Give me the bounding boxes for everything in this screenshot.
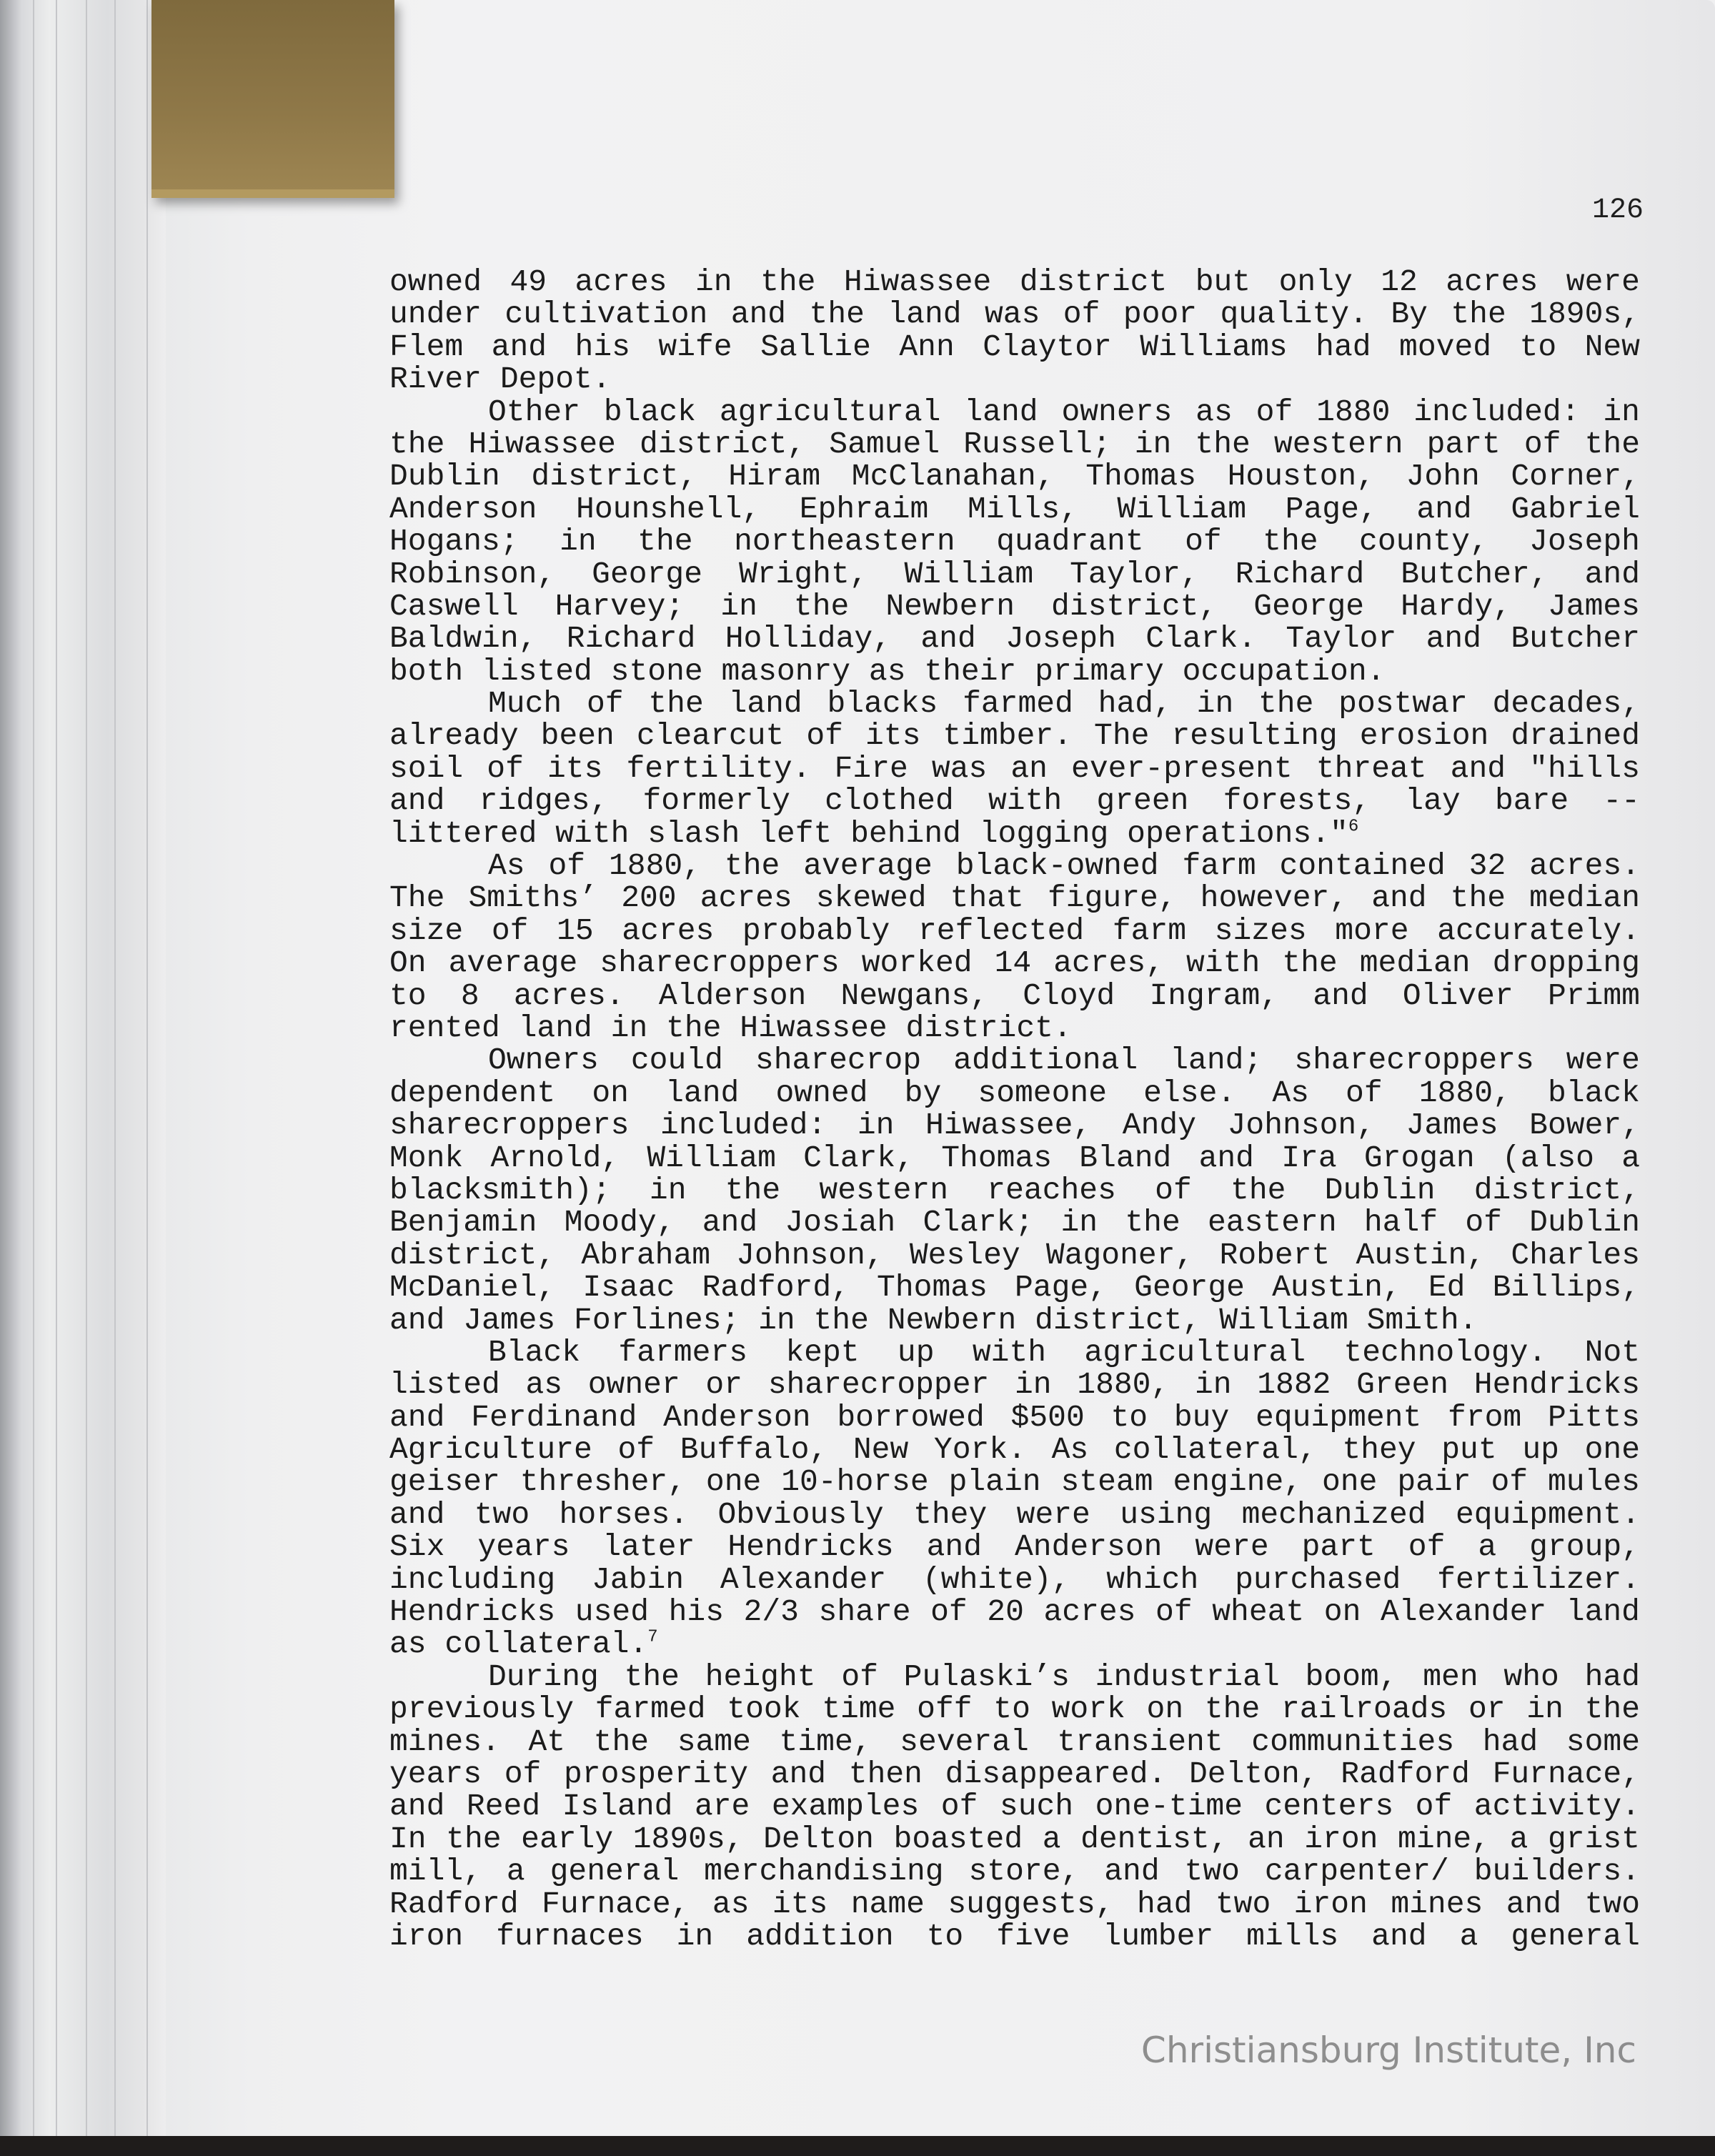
footnote-marker: 6 [1348,817,1359,837]
text-line [389,1855,1640,1887]
text-line [389,493,1640,525]
text-line [389,622,1640,655]
text-line-content: the Hiwassee district, Samuel Russell; in the western part of the [389,426,1640,462]
text-line [389,396,1640,428]
text-line-content: sharecroppers included: in Hiwassee, Andy Johnson, James Bower, [389,1108,1640,1143]
text-line [389,590,1640,622]
text-line-content: McDaniel, Isaac Radford, Thomas Page, George Austin, Ed Billips, [389,1270,1640,1306]
page-number: 126 [1591,194,1644,227]
text-line-content: Flem and his wife Sallie Ann Claytor Williams had moved to New [389,329,1640,364]
text-line-content: Black farmers kept up with agricultural technology. Not [488,1334,1640,1370]
watermark: Christiansburg Institute, Inc [1140,2030,1636,2071]
page-edge [146,0,148,2156]
text-line [389,1109,1640,1141]
text-line [389,785,1640,817]
text-line-content: mill, a general merchandising store, and two carpenter/ builders. [389,1854,1640,1889]
text-line-content: rented land in the Hiwassee district. [389,1010,1072,1045]
text-line [389,1693,1640,1725]
text-line [389,1790,1640,1822]
text-line-content: Dublin district, Hiram McClanahan, Thomas Houston, John Corner, [389,459,1640,495]
text-line-content: littered with slash left behind logging operations." [389,815,1348,851]
text-line [389,687,1640,720]
page-edge [114,0,116,2156]
text-line-content: to 8 acres. Alderson Newgans, Cloyd Ingram, and Oliver Primm [389,978,1640,1013]
text-line [389,655,1640,687]
text-line-content: As of 1880, the average black-owned farm contained 32 acres. [488,848,1640,884]
text-line-content: previously farmed took time off to work on the railroads or in the [389,1691,1640,1727]
text-line-content: both listed stone masonry as their primary occupation. [389,653,1386,689]
text-line-content: On average sharecroppers worked 14 acres, with the median dropping [389,945,1640,981]
text-line [389,1561,1640,1597]
text-line [389,331,1640,363]
text-line-content: Benjamin Moody, and Josiah Clark; in the eastern half of Dublin [389,1205,1640,1241]
text-line-content: already been clearcut of its timber. The resulting erosion drained [389,718,1640,754]
text-line [389,298,1640,330]
text-line [389,915,1640,947]
text-line-content: soil of its fertility. Fire was an ever-present threat and "hills [389,750,1640,786]
text-line-content: Anderson Hounshell, Ephraim Mills, William Page, and Gabriel [389,491,1640,527]
text-line-content: blacksmith); in the western reaches of the Dublin district, [389,1172,1640,1208]
text-line-content: and James Forlines; in the Newbern district, William Smith. [389,1302,1478,1338]
text-line-content: Agriculture of Buffalo, New York. As collateral, they put up one [389,1432,1640,1468]
text-line [389,815,1640,851]
text-line [389,363,1640,395]
text-line-content: geiser thresher, one 10-horse plain steam engine, one pair of mules [389,1464,1640,1500]
text-line [389,1531,1640,1563]
text-line-content: River Depot. [389,362,611,397]
text-line-content: During the height of Pulaski’s industrial boom, men who had [488,1659,1640,1694]
text-line-content: Baldwin, Richard Holliday, and Joseph Clark. Taylor and Butcher [389,621,1640,657]
text-line [389,1596,1640,1628]
text-line-content: listed as owner or sharecropper in 1880, in 1882 Green Hendricks [389,1367,1640,1403]
text-line-content: and two horses. Obviously they were using mechanized equipment. [389,1496,1640,1532]
text-line-content: and Ferdinand Anderson borrowed $500 to buy equipment from Pitts [389,1399,1640,1435]
text-line [389,882,1640,914]
text-line [389,1077,1640,1109]
binder-tab [151,0,394,198]
text-line [389,1661,1640,1693]
text-line [389,428,1640,460]
text-line [389,720,1640,752]
text-line [389,1628,1640,1660]
text-line [389,1823,1640,1855]
text-line [389,1401,1640,1434]
text-line [389,850,1640,882]
text-line [389,524,1640,560]
text-line-content: iron furnaces in addition to five lumber mills and a general [389,1918,1640,1954]
text-line-content: Radford Furnace, as its name suggests, had two iron mines and two [389,1886,1640,1922]
text-line-content: and Reed Island are examples of such one-time centers of activity. [389,1789,1640,1824]
text-line-content: Other black agricultural land owners as of 1880 included: in [488,394,1640,429]
text-line [389,459,1640,495]
text-line [389,1726,1640,1758]
body-text [389,266,1640,1952]
page-edge [86,0,87,2156]
text-line-content: district, Abraham Johnson, Wesley Wagoner, Robert Austin, Charles [389,1237,1640,1273]
text-line [389,1920,1640,1952]
footnote-marker: 7 [647,1628,658,1648]
text-line-content: as collateral. [389,1626,648,1662]
text-line [389,1496,1640,1532]
text-line-content: Caswell Harvey; in the Newbern district, George Hardy, James [389,588,1640,624]
text-line [389,947,1640,979]
text-line-content: Owners could sharecrop additional land; sharecroppers were [488,1043,1640,1078]
text-line [389,1758,1640,1790]
page-edge [56,0,57,2156]
page-edge [33,0,34,2156]
text-line [389,1434,1640,1466]
text-line [389,1205,1640,1241]
text-line-content: Hogans; in the northeastern quadrant of the county, Joseph [389,524,1640,560]
text-line-content: In the early 1890s, Delton boasted a dentist, an iron mine, a grist [389,1821,1640,1857]
text-line [389,1466,1640,1498]
text-line [389,980,1640,1012]
text-line [389,266,1640,298]
text-line [389,1142,1640,1174]
text-line-content: Six years later Hendricks and Anderson were part of a group, [389,1529,1640,1565]
text-line-content: mines. At the same time, several transient communities had some [389,1724,1640,1759]
text-line-content: Robinson, George Wright, William Taylor, Richard Butcher, and [389,556,1640,592]
text-line-content: Much of the land blacks farmed had, in the postwar decades, [488,686,1640,722]
text-line-content: and ridges, formerly clothed with green forests, lay bare -- [389,783,1640,819]
text-line [389,1239,1640,1271]
text-line [389,1174,1640,1206]
text-line [389,1888,1640,1920]
text-line-content: dependent on land owned by someone else. As of 1880, black [389,1075,1640,1111]
text-line-content: owned 49 acres in the Hiwassee district but only 12 acres were [389,264,1640,299]
text-line [389,752,1640,785]
text-line-content: The Smiths’ 200 acres skewed that figure, however, and the median [389,880,1640,916]
text-line [389,558,1640,590]
text-line-content: Hendricks used his 2/3 share of 20 acres of wheat on Alexander land [389,1594,1640,1630]
text-line [389,1270,1640,1306]
text-line-content: under cultivation and the land was of poor quality. By the 1890s, [389,297,1640,332]
text-line [389,1012,1640,1044]
text-line [389,1044,1640,1076]
text-line-content: size of 15 acres probably reflected farm sizes more accurately. [389,913,1640,948]
text-line-content: years of prosperity and then disappeared. Delton, Radford Furnace, [389,1756,1640,1792]
text-line [389,1304,1640,1336]
text-line [389,1368,1640,1401]
text-line-content: including Jabin Alexander (white), which purchased fertilizer. [389,1561,1640,1597]
text-line-content: Monk Arnold, William Clark, Thomas Bland and Ira Grogan (also a [389,1140,1640,1176]
text-line [389,1336,1640,1368]
scan-bottom-edge [0,2136,1715,2156]
